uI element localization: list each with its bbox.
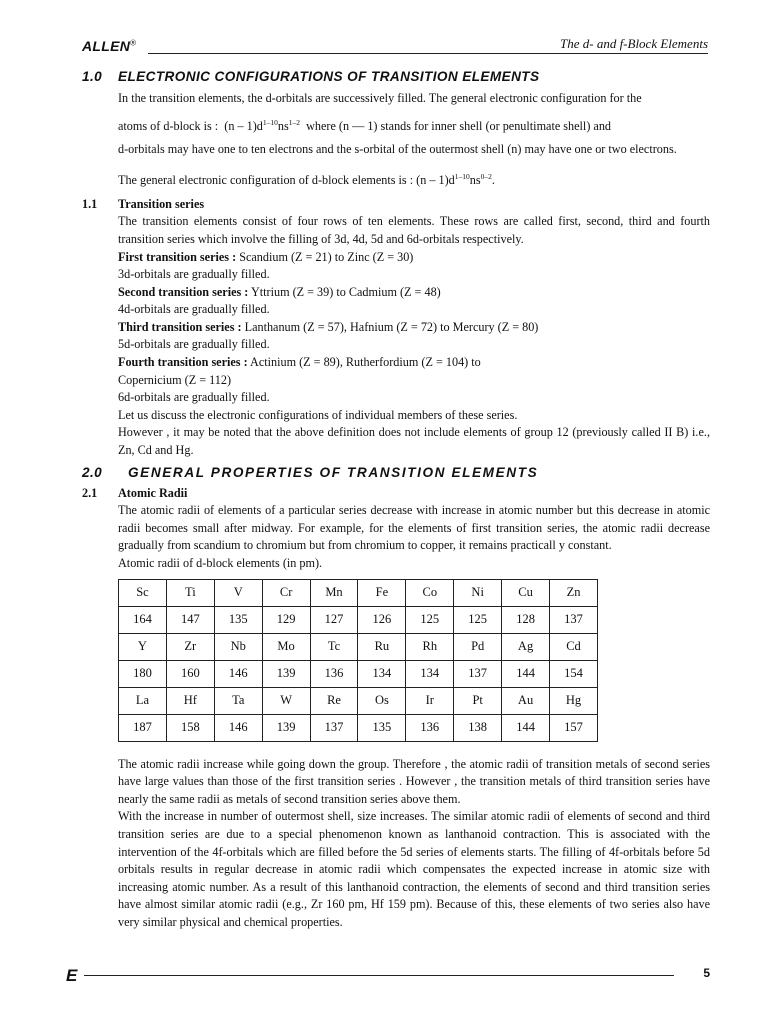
page-number: 5 — [703, 966, 710, 980]
element-symbol-cell: Fe — [358, 579, 406, 606]
radius-value-cell: 137 — [310, 714, 358, 741]
element-symbol-cell: W — [262, 687, 310, 714]
radius-value-cell: 146 — [214, 660, 262, 687]
element-symbol-cell: Ru — [358, 633, 406, 660]
element-symbol-cell: Pd — [454, 633, 502, 660]
element-symbol-cell: Ag — [502, 633, 550, 660]
radius-value-cell: 134 — [406, 660, 454, 687]
radius-value-cell: 139 — [262, 714, 310, 741]
element-symbol-cell: Zn — [550, 579, 598, 606]
first-series-note: 3d-orbitals are gradually filled. — [118, 267, 270, 282]
section-1-heading: 1.0 ELECTRONIC CONFIGURATIONS OF TRANSITION ELEMENTS — [82, 69, 540, 84]
element-symbol-cell: Tc — [310, 633, 358, 660]
section-1-para-1: In the transition elements, the d-orbitals are successively filled. The general electronic configuration for the — [118, 91, 642, 105]
element-symbol-cell: Pt — [454, 687, 502, 714]
radius-value-cell: 136 — [406, 714, 454, 741]
third-series-note: 5d-orbitals are gradually filled. — [118, 337, 270, 352]
element-symbol-cell: Co — [406, 579, 454, 606]
radius-value-cell: 180 — [119, 660, 167, 687]
table-row — [119, 660, 598, 687]
radius-value-cell: 146 — [214, 714, 262, 741]
element-symbol-cell: Y — [119, 633, 167, 660]
d-block-config-formula: $(n - 1)d^{1-10}ns^{0-2}$ — [416, 172, 492, 188]
fourth-series-line: Fourth transition series : Actinium (Z = 89), Rutherfordium (Z = 104) to — [118, 355, 481, 370]
radius-value-cell: 144 — [502, 714, 550, 741]
element-symbol-cell: Rh — [406, 633, 454, 660]
element-symbol-cell: Cu — [502, 579, 550, 606]
footer-rule — [84, 975, 674, 976]
radius-value-cell: 134 — [358, 660, 406, 687]
atomic-radii-table — [118, 579, 598, 742]
atomic-radii-para-1: The atomic radii of elements of a particular series decrease with increase in atomic number but this decrease in atomic radii becomes small after midway. For example, for the elements of first transition series, the atomic radii decrease gradually from scandium to chromium but from chromium to copper, it remains practicall y constant. — [118, 503, 710, 553]
radius-value-cell: 138 — [454, 714, 502, 741]
section-2-1-heading: 2.1 Atomic Radii — [82, 485, 188, 500]
element-symbol-cell: Ta — [214, 687, 262, 714]
element-symbol-cell: Os — [358, 687, 406, 714]
second-series-line: Second transition series : Yttrium (Z = 39) to Cadmium (Z = 48) — [118, 284, 441, 299]
footer-letter: E — [66, 966, 78, 985]
radius-value-cell: 126 — [358, 606, 406, 633]
page-header — [82, 36, 708, 58]
section-2-heading: 2.0 GENERAL PROPERTIES OF TRANSITION ELEMENTS — [82, 464, 539, 480]
section-1-para-1-cont: d-orbitals may have one to ten electrons and the s-orbital of the outermost shell (n) may have one or two electrons. — [118, 142, 677, 157]
atomic-radii-table-wrap — [82, 579, 710, 742]
radius-value-cell: 127 — [310, 606, 358, 633]
element-symbol-cell: La — [119, 687, 167, 714]
table-row — [119, 579, 598, 606]
element-symbol-cell: Ni — [454, 579, 502, 606]
radius-value-cell: 147 — [166, 606, 214, 633]
fourth-series-note: 6d-orbitals are gradually filled. — [118, 390, 270, 405]
element-symbol-cell: Mo — [262, 633, 310, 660]
header-rule — [148, 53, 708, 54]
radius-value-cell: 158 — [166, 714, 214, 741]
element-symbol-cell: Mn — [310, 579, 358, 606]
radius-value-cell: 125 — [454, 606, 502, 633]
element-symbol-cell: Re — [310, 687, 358, 714]
allen-logo: ALLEN® — [82, 38, 137, 54]
radius-value-cell: 187 — [119, 714, 167, 741]
table-row — [119, 687, 598, 714]
transition-series-intro: The transition elements consist of four rows of ten elements. These rows are called first, second, third and fourth transition series which involve the filling of 3d, 4d, 5d and 6d-orbitals respectively. — [118, 214, 710, 246]
radius-value-cell: 157 — [550, 714, 598, 741]
element-symbol-cell: Cd — [550, 633, 598, 660]
table-row — [119, 633, 598, 660]
element-symbol-cell: V — [214, 579, 262, 606]
element-symbol-cell: Nb — [214, 633, 262, 660]
first-series-line: First transition series : Scandium (Z = 21) to Zinc (Z = 30) — [118, 249, 414, 264]
second-series-note: 4d-orbitals are gradually filled. — [118, 302, 270, 317]
page-footer — [66, 966, 710, 990]
element-symbol-cell: Au — [502, 687, 550, 714]
radius-value-cell: 137 — [454, 660, 502, 687]
section-2-1-continued — [82, 756, 710, 932]
section-1-para-1-formula-line: atoms of d-block is : $(n - 1)d^{1-10}ns^{1-2}$ where (n — 1) stands for inner shell (or penultimate shell) and — [118, 118, 612, 134]
section-1-body — [82, 89, 710, 190]
page-content — [82, 64, 710, 932]
section-2-1-body — [82, 502, 710, 572]
table-row — [119, 714, 598, 741]
section-1-1-body — [82, 213, 710, 459]
radius-value-cell: 154 — [550, 660, 598, 687]
radius-value-cell: 135 — [214, 606, 262, 633]
element-symbol-cell: Ir — [406, 687, 454, 714]
element-symbol-cell: Ti — [166, 579, 214, 606]
element-symbol-cell: Hf — [166, 687, 214, 714]
radius-value-cell: 128 — [502, 606, 550, 633]
radius-value-cell: 136 — [310, 660, 358, 687]
radius-value-cell: 164 — [119, 606, 167, 633]
element-symbol-cell: Hg — [550, 687, 598, 714]
element-symbol-cell: Sc — [119, 579, 167, 606]
fourth-series-line-2: Copernicium (Z = 112) — [118, 372, 232, 387]
section-1-para-2: The general electronic configuration of d-block elements is : $(n - 1)d^{1-10}ns^{0-2}$. — [118, 172, 495, 188]
chapter-title: The d- and f-Block Elements — [554, 36, 708, 52]
radius-value-cell: 144 — [502, 660, 550, 687]
element-symbol-cell: Cr — [262, 579, 310, 606]
third-series-line: Third transition series : Lanthanum (Z = 57), Hafnium (Z = 72) to Mercury (Z = 80) — [118, 319, 539, 334]
radius-value-cell: 139 — [262, 660, 310, 687]
table-caption: Atomic radii of d-block elements (in pm). — [118, 556, 323, 570]
section-1-1-heading: 1.1 Transition series — [82, 196, 205, 211]
radius-value-cell: 137 — [550, 606, 598, 633]
atomic-radii-para-2: The atomic radii increase while going down the group. Therefore , the atomic radii of transition metals of second series have large values than those of the first transition series . However , the transition metals of third transition series have nearly the same radii as metals of second transition series above them. — [118, 756, 710, 806]
radius-value-cell: 135 — [358, 714, 406, 741]
atomic-radii-para-3: With the increase in number of outermost shell, size increases. The similar atomic radii of elements of second and third transition series are due to a special phenomenon known as lanthanoid contraction. This is associated with the intervention of the 4f-orbitals which are filled before the 5d series of elements starts. The filling of 4f-orbitals before 5d orbitals results in regular decrease in atomic radii which compensates the expected increase in atomic size with increasing atomic number. As a result of this lanthanoid contraction, the elements of second and third transition series have almost similar atomic radii (e.g., Zr 160 pm, Hf 159 pm). Because of this, these elements of two series also have very similar physical and chemical properties. — [118, 809, 710, 929]
radius-value-cell: 129 — [262, 606, 310, 633]
however-note: However , it may be noted that the above definition does not include elements of group 12 (previously called II B) i.e., Zn, Cd and Hg. — [118, 425, 710, 458]
discuss-line: Let us discuss the electronic configurations of individual members of these series. — [118, 407, 518, 422]
radius-value-cell: 160 — [166, 660, 214, 687]
radius-value-cell: 125 — [406, 606, 454, 633]
general-config-formula: $(n - 1)d^{1-10}ns^{1-2}$ — [224, 118, 300, 134]
table-row — [119, 606, 598, 633]
element-symbol-cell: Zr — [166, 633, 214, 660]
